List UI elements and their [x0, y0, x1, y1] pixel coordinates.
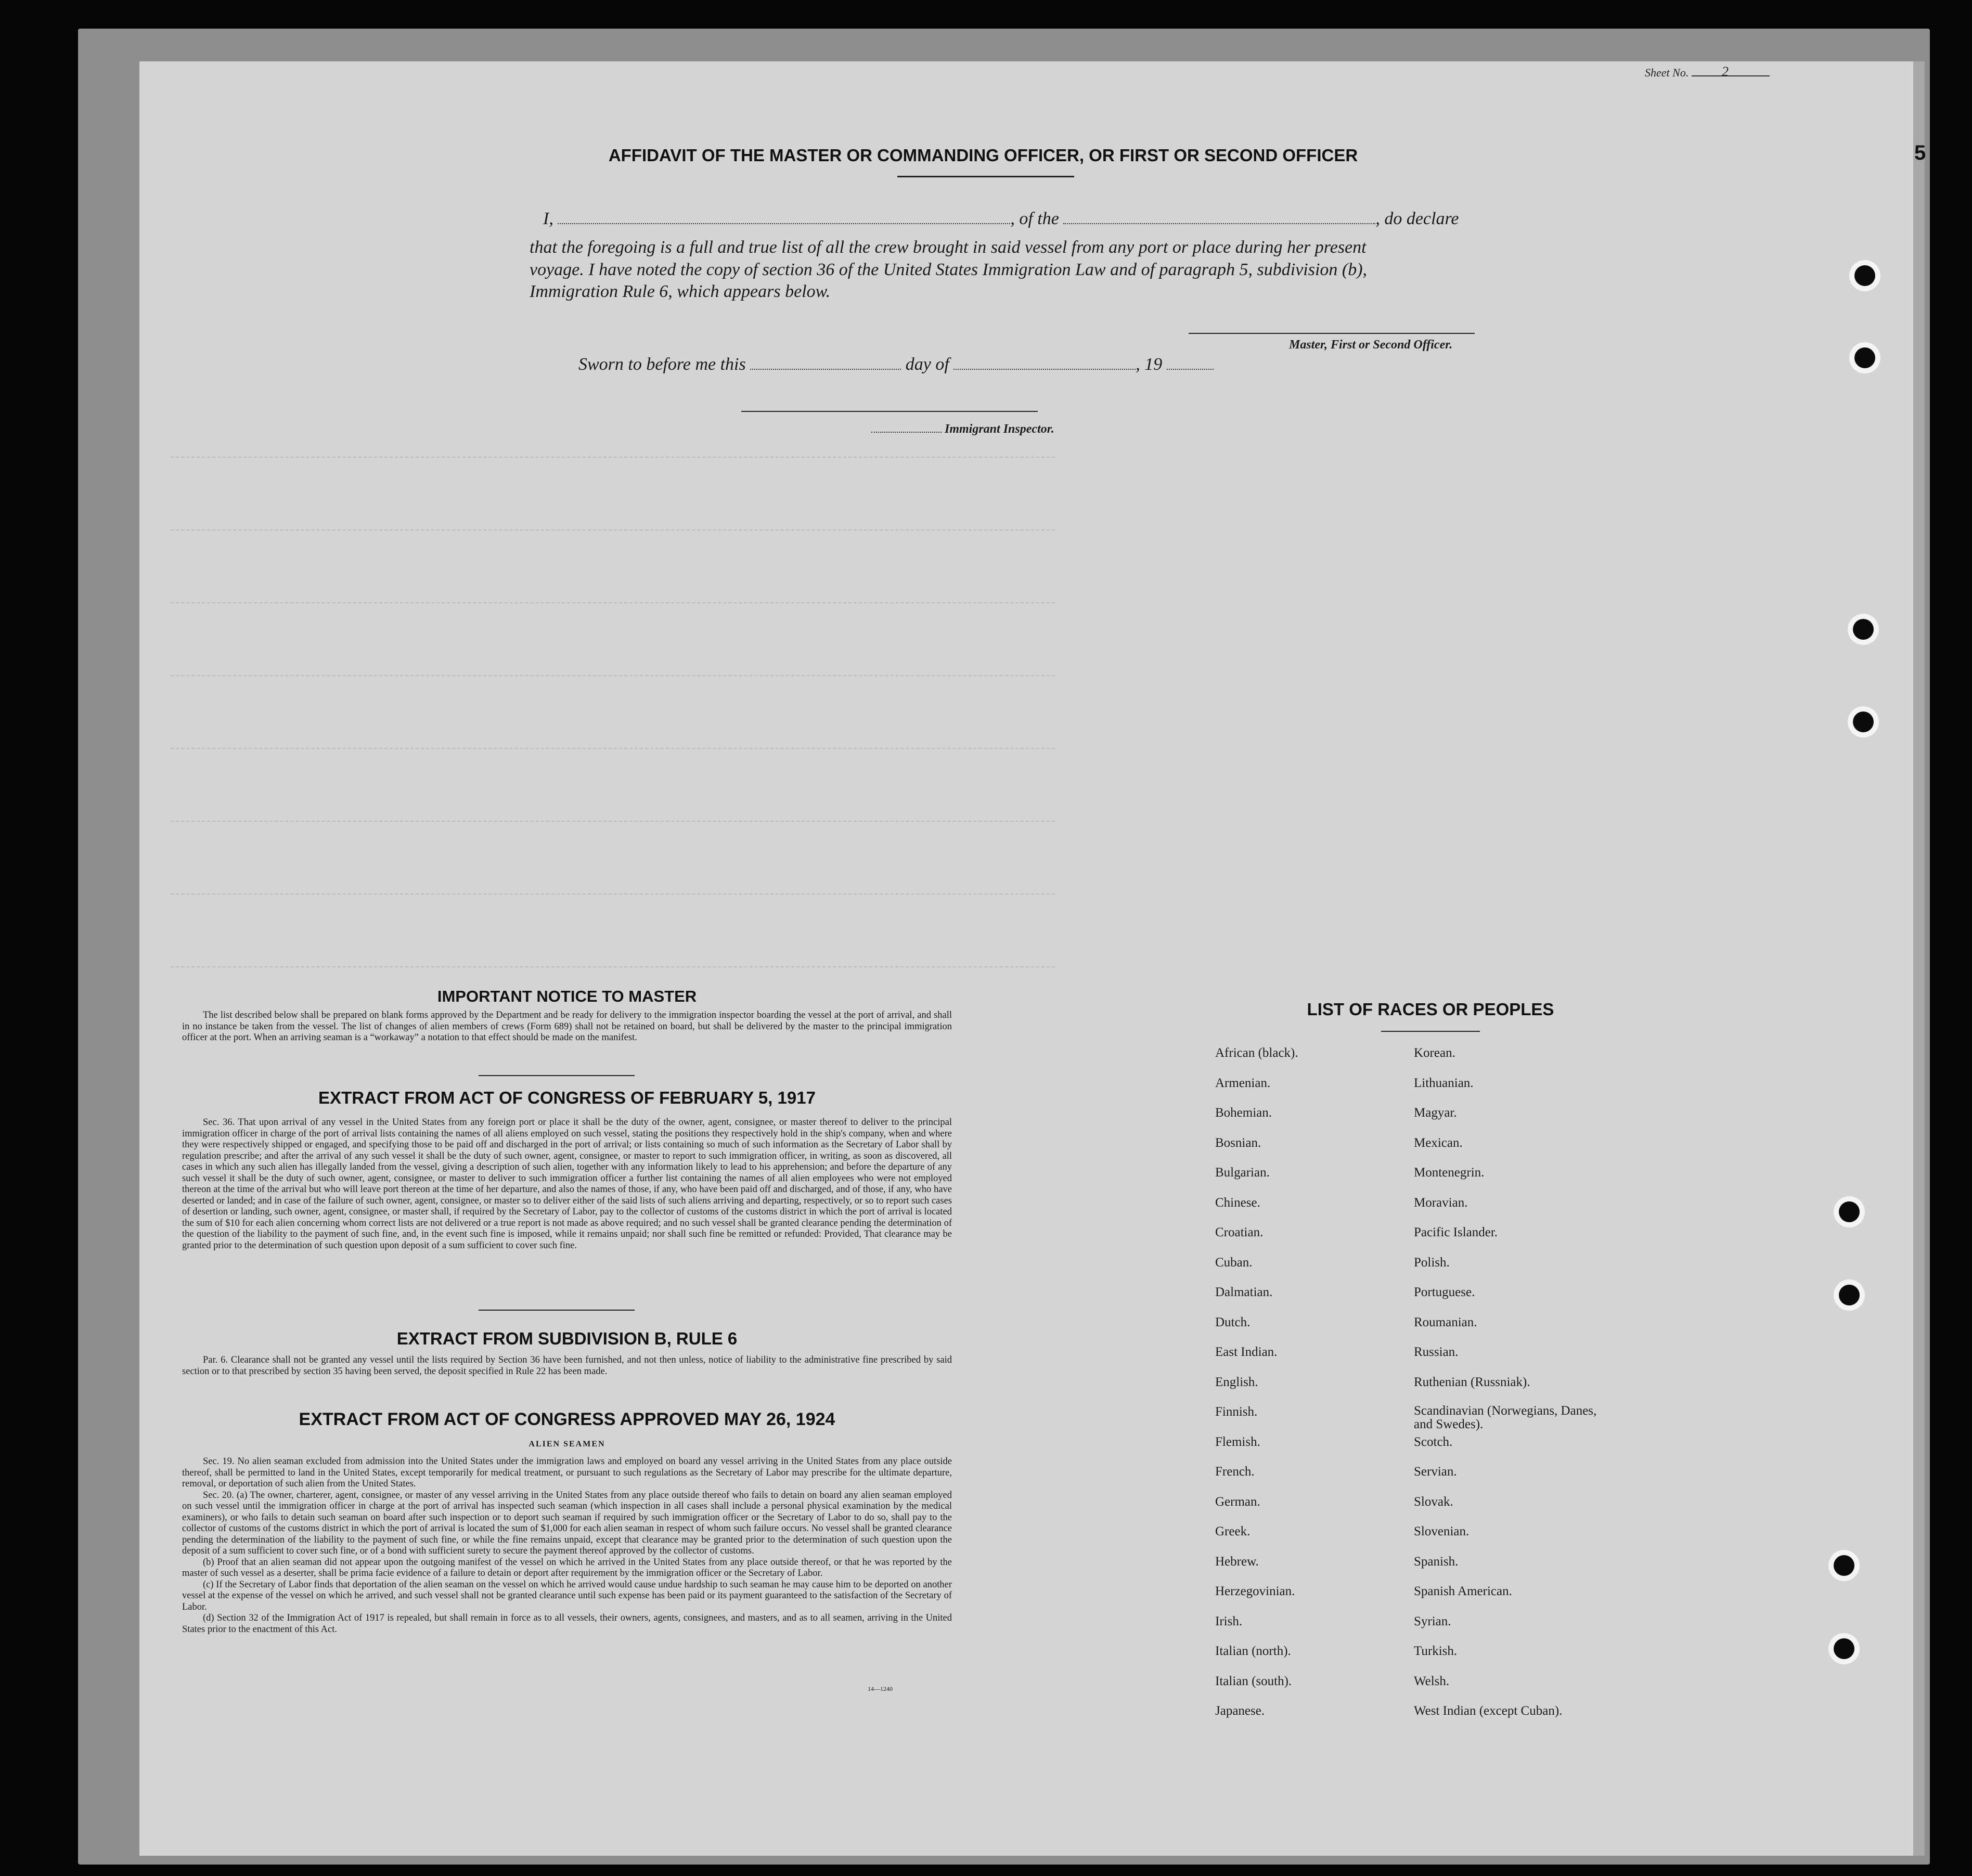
punch-hole	[1853, 711, 1874, 732]
race-item: Croatian.	[1215, 1225, 1264, 1239]
race-item: Syrian.	[1414, 1614, 1451, 1628]
race-item: Servian.	[1414, 1465, 1457, 1479]
race-item: Greek.	[1215, 1524, 1251, 1538]
punch-hole	[1854, 347, 1875, 368]
race-item: Spanish.	[1414, 1554, 1459, 1569]
extract-1917-title: EXTRACT FROM ACT OF CONGRESS OF FEBRUARY 5, 1917	[318, 1088, 816, 1107]
affidavit-of-the: , of the	[1010, 209, 1059, 228]
extract-1924-subtitle: ALIEN SEAMEN	[529, 1440, 605, 1448]
races-right-column	[1414, 1045, 1612, 1733]
race-item: Ruthenian (Russniak).	[1414, 1375, 1530, 1389]
affidavit-title-rule	[897, 176, 1074, 177]
race-item: Bulgarian.	[1215, 1166, 1270, 1180]
race-item: Chinese.	[1215, 1195, 1260, 1210]
extract-rule6-paragraph: Par. 6. Clearance shall not be granted any vessel until the lists required by Section 36 have been furnished, and not then unless, notice of liability to the administrative fine prescribed by said section or to that prescribed by section 35 having been served, the deposit specified in Rule 22 has been made.	[182, 1355, 952, 1377]
race-item: Mexican.	[1414, 1135, 1463, 1150]
sworn-before: Sworn to before me this	[578, 355, 746, 374]
section-divider	[479, 1075, 635, 1076]
race-item: Slovak.	[1414, 1494, 1453, 1509]
race-item: Korean.	[1414, 1046, 1455, 1060]
race-item: Spanish American.	[1414, 1584, 1512, 1598]
race-item: Hebrew.	[1215, 1554, 1259, 1569]
race-item: Portuguese.	[1414, 1285, 1475, 1299]
race-item: Lithuanian.	[1414, 1076, 1474, 1090]
race-item: Slovenian.	[1414, 1524, 1470, 1538]
race-item: Moravian.	[1414, 1195, 1468, 1210]
sworn-line	[578, 355, 1214, 374]
inspector-signature-line	[741, 411, 1038, 412]
race-item: East Indian.	[1215, 1345, 1278, 1359]
race-item: Roumanian.	[1414, 1315, 1477, 1329]
extract-1924-sec19: Sec. 19. No alien seaman excluded from admission into the United States under the immigration laws and employed on board any vessel arriving in the United States from any place outside thereof, shall be permitted to land in the United States, except temporarily for medical treatment, or pursuant to such regulations as the Secretary of Labor may prescribe for the ultimate departure, removal, or deportation of such alien from the United States.	[182, 1456, 952, 1489]
race-item: German.	[1215, 1494, 1260, 1509]
race-item: West Indian (except Cuban).	[1414, 1704, 1563, 1718]
race-item: Scandinavian (Norwegians, Danes, and Swedes).	[1414, 1404, 1597, 1431]
race-item: Armenian.	[1215, 1076, 1271, 1090]
races-left-column	[1215, 1045, 1402, 1733]
race-item: Flemish.	[1215, 1434, 1260, 1449]
affidavit-title: AFFIDAVIT OF THE MASTER OR COMMANDING OFFICER, OR FIRST OR SECOND OFFICER	[608, 146, 1358, 165]
extract-1924-sec20d: (d) Section 32 of the Immigration Act of 1917 is repealed, but shall remain in force as to all vessels, their owners, agents, consignees, and masters, and as to all seamen, arriving in the United States prior to the enactment of this Act.	[182, 1613, 952, 1635]
race-item: Italian (south).	[1215, 1674, 1292, 1688]
sheet-number	[1645, 66, 1770, 80]
race-item: Russian.	[1414, 1345, 1459, 1359]
punch-hole	[1839, 1285, 1860, 1305]
race-item: French.	[1215, 1465, 1255, 1479]
punch-hole	[1854, 265, 1875, 286]
extract-1924-text	[182, 1456, 952, 1635]
sheet-edge	[1913, 61, 1925, 1856]
race-item: Japanese.	[1215, 1704, 1265, 1718]
sworn-day-of: day of	[905, 355, 949, 374]
margin-mark: 5	[1914, 141, 1926, 164]
extract-1924-sec20b: (b) Proof that an alien seaman did not appear upon the outgoing manifest of the vessel on which he arrived in the United States from any place outside thereof, or that he was reported by the master of such vessel as a deserter, shall be prima facie evidence of a failure to detain or deport after requirement by the immigration officer or the Secretary of Labor.	[182, 1557, 952, 1579]
race-item: African (black).	[1215, 1046, 1298, 1060]
race-item: Italian (north).	[1215, 1644, 1291, 1658]
race-item: Scotch.	[1414, 1434, 1453, 1449]
race-item: Dalmatian.	[1215, 1285, 1273, 1299]
punch-hole	[1839, 1201, 1860, 1222]
race-item: Pacific Islander.	[1414, 1225, 1498, 1239]
sworn-year: , 19	[1136, 355, 1163, 374]
race-item: Cuban.	[1215, 1255, 1253, 1270]
sheet-number-value: 2	[1722, 64, 1729, 79]
notice-text	[182, 1010, 952, 1044]
races-title: LIST OF RACES OR PEOPLES	[1307, 1000, 1554, 1019]
notice-paragraph: The list described below shall be prepared on blank forms approved by the Department and be ready for delivery to the immigration inspector boarding the vessel at the port of arrival, and shall in no instance be taken from the vessel. The list of changes of alien members of crews (Form 689) shall not be retained on board, but shall be delivered by the master to the principal immigration officer at the port. When an arriving seaman is a “workaway” a notation to that effect should be made on the manifest.	[182, 1010, 952, 1043]
race-item: Turkish.	[1414, 1644, 1458, 1658]
extract-1917-paragraph: Sec. 36. That upon arrival of any vessel in the United States from any foreign port or place it shall be the duty of the owner, agent, consignee, or master thereof to deliver to the principal immigration officer in charge of the port of arrival lists containing the names of all aliens employed on such vessel, stating the positions they respectively hold in the ship's company, when and where they were respectively shipped or engaged, and specifying those to be paid off and discharged in the port of arrival; or lists containing so much of such information as the Secretary of Labor shall by regulation prescribe; and after the arrival of any such vessel it shall be the duty of such owner, agent, consignee, or master to report to such immigration officer, in writing, as soon as discovered, all cases in which any such alien has illegally landed from the vessel, giving a description of such alien, together with any information likely to lead to his apprehension; and before the departure of any such vessel it shall be the duty of such owner, agent, consignee, or master to deliver to such immigration officer a further list containing the names of all alien employees who were not employed thereon at the time of the arrival but who will leave port thereon at the time of her departure, and also the names of those, if any, who have been paid off and discharged, and of those, if any, who have deserted or landed; and in case of the failure of such owner, agent, consignee, or master so to deliver either of the said lists of such aliens arriving and departing, respectively, or so to report such cases of desertion or landing, such owner, agent, consignee, or master shall, if required by the Secretary of Labor, pay to the collector of customs of the customs district in which the port of arrival is located the sum of $10 for each alien concerning whom correct lists are not delivered or a true report is not made as above required; and no such vessel shall be granted clearance pending the determination of the question of the liability to the payment of such fine, and, in the event such fine is imposed, while it remains unpaid; nor shall such fine be remitted or refunded: Provided, That clearance may be granted prior to the determination of such question upon deposit of a sum sufficient to cover such fine.	[182, 1117, 952, 1251]
extract-rule6-title: EXTRACT FROM SUBDIVISION B, RULE 6	[396, 1329, 738, 1348]
affidavit-line-3: voyage. I have noted the copy of section 36 of the United States Immigration Law and of paragraph 5, subdivision (b),	[530, 260, 1368, 279]
section-divider	[479, 1310, 635, 1311]
race-item: Magyar.	[1414, 1106, 1457, 1120]
race-item: Irish.	[1215, 1614, 1243, 1628]
sheet-number-line	[1692, 75, 1770, 76]
sheet-number-label: Sheet No.	[1645, 66, 1689, 79]
race-item: Montenegrin.	[1414, 1166, 1485, 1180]
form-number: 14—1240	[868, 1685, 893, 1692]
extract-1924-sec20c: (c) If the Secretary of Labor finds that deportation of the alien seaman on the vessel on which he arrived would cause undue hardship to such seaman he may cause him to be deported on another vessel at the expense of the vessel on which he arrived, and such vessel shall not be granted clearance until such expense has been paid or its payment guaranteed to the satisfaction of the Secretary of Labor.	[182, 1579, 952, 1612]
affidavit-i: I,	[543, 209, 553, 228]
inspector-label-text: Immigrant Inspector.	[945, 422, 1054, 436]
affidavit-line-2: that the foregoing is a full and true list of all the crew brought in said vessel from any port or place during her present	[530, 238, 1367, 257]
race-item: Herzegovinian.	[1215, 1584, 1295, 1598]
punch-hole	[1853, 619, 1874, 640]
master-signature-label: Master, First or Second Officer.	[1289, 338, 1453, 352]
inspector-label	[871, 422, 1054, 436]
punch-hole	[1834, 1638, 1854, 1659]
affidavit-line-4: Immigration Rule 6, which appears below.	[530, 282, 831, 301]
extract-1924-sec20a: Sec. 20. (a) The owner, charterer, agent, consignee, or master of any vessel arriving in the United States from any place outside thereof who fails to detain on board any alien seaman employed on such vessel until the immigration officer in charge at the port of arrival has inspected such seaman (which inspection in all cases shall include a personal physical examination by the medical examiners), or who fails to detain such seaman on board after such inspection or to deport such seaman if required by such immigration officer or the Secretary of Labor to do so, shall pay to the collector of customs of the customs district in which the port of arrival is located the sum of $1,000 for each alien seaman in respect of whom such failure occurs. No vessel shall be granted clearance pending the determination of the liability to the payment of such fine, or while the fine remains unpaid, except that clearance may be granted prior to the determination of such question upon the deposit of a sum sufficient to cover such fine, or of a bond with sufficient surety to secure the payment thereof approved by the collector of customs.	[182, 1490, 952, 1556]
extract-rule6-text	[182, 1355, 952, 1377]
races-title-rule	[1381, 1031, 1480, 1032]
race-item: Welsh.	[1414, 1674, 1450, 1688]
race-item: Polish.	[1414, 1255, 1450, 1270]
race-item: English.	[1215, 1375, 1258, 1389]
master-signature-line	[1189, 333, 1475, 334]
extract-1924-title: EXTRACT FROM ACT OF CONGRESS APPROVED MAY 26, 1924	[299, 1409, 835, 1429]
race-item: Finnish.	[1215, 1405, 1258, 1419]
extract-1917-text	[182, 1117, 952, 1251]
race-item: Bosnian.	[1215, 1135, 1261, 1150]
race-item: Bohemian.	[1215, 1106, 1272, 1120]
race-item: Dutch.	[1215, 1315, 1251, 1329]
punch-hole	[1834, 1555, 1854, 1576]
notice-title: IMPORTANT NOTICE TO MASTER	[437, 987, 697, 1005]
affidavit-do-declare: , do declare	[1375, 209, 1459, 228]
affidavit-line-1	[543, 209, 1459, 229]
